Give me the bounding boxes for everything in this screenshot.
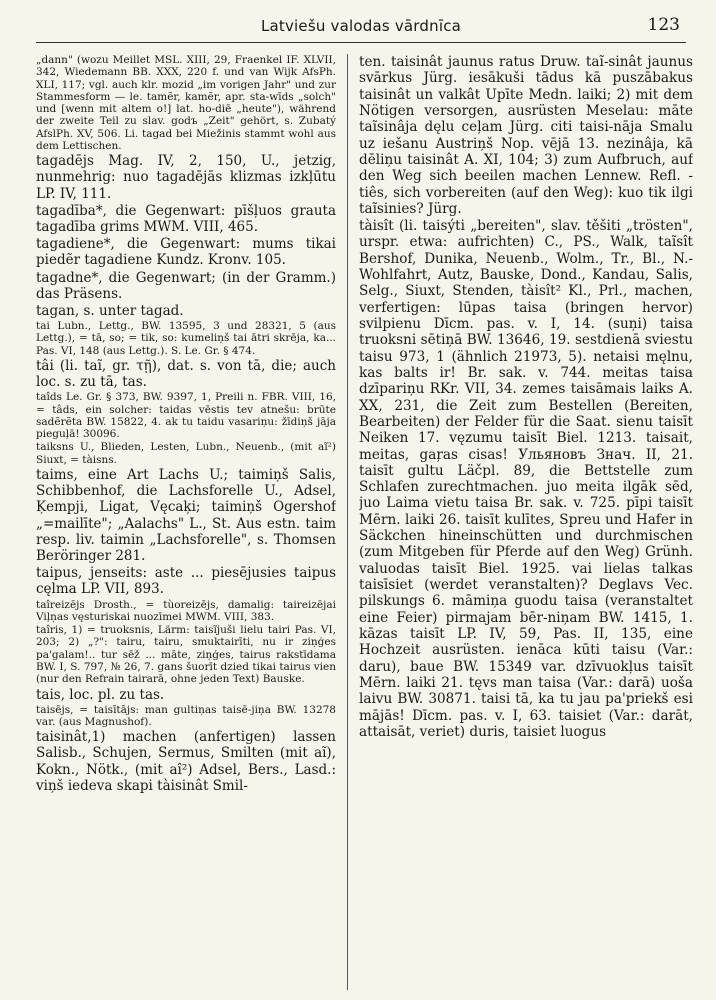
entry-text: taims, eine Art Lachs U.; taimiņš Salis, Schibbenhof, die Lachsforelle U., Adsel, Ķempji, Ligat, Vęcaķi; taimiņš Ogershof „=mailīte"; „Aalachs" L., St. Aus estn. taim resp. liv. taimin „Lachsforelle", s. Thomsen Beröringer 281.	[36, 467, 336, 564]
entry-text: tâi (li. taĩ, gr. τῇ), dat. s. von tā, die; auch loc. s. zu tā, tas.	[36, 357, 336, 391]
entry-text: tagadiene*, die Gegenwart: mums tikai piedẽr tagadiene Kundz. Kronv. 105.	[36, 236, 336, 269]
entry-text: tagadne*, die Gegenwart; (in der Gramm.) das Präsens.	[36, 269, 336, 302]
left-column	[36, 54, 336, 994]
entry-text: „dann" (wozu Meillet MSL. XIII, 29, Fraenkel IF. XLVII, 342, Wiedemann BB. XXX, 220 f. und van Wijk AfsPh. XLI, 117; vgl. auch klr. mozid „im vorigen Jahr" und zur Stammesform — le. tamẽr, kamẽr, apr. sta-wīds „solch" und [wenn mit altem o!] lat. ho-diē „heute"), während der zweite Teil zu slav. godъ „Zeit" gehört, s. Zubatý AfslPh. XV, 506. Li. tagad bei Miežinis stammt wohl aus dem Lettischen.	[36, 54, 336, 152]
entry-text: taîds Le. Gr. § 373, BW. 9397, 1, Preili n. FBR. VIII, 16, = tâds, ein solcher: taidas vēstis tev atnešu: brūte sadẽrẽta BW. 15822, 4. ak tu taidu vasariņu: žīdiņš jāja pieguļā! 30096.	[36, 391, 336, 441]
running-title: Latviešu valodas vārdnīca	[260, 17, 462, 35]
column-divider	[347, 54, 348, 990]
entry-text: taisējs, = taisītājs: man gultiņas taisē-jiņa BW. 13278 var. (aus Magnushof).	[36, 703, 336, 728]
entry-text: taisinât,1) machen (anfertigen) lassen Salisb., Schujen, Sermus, Smilten (mit aĩ), Kokn., Nötk., (mit aî²) Adsel, Bers., Lasd.: viņš iedeva skapi tàisinât Smil-	[36, 729, 336, 794]
entry-text: taiksns U., Blieden, Lesten, Lubn., Neuenb., (mit aĩ²) Siuxt, = tàisns.	[36, 441, 336, 466]
running-header	[36, 14, 686, 43]
entry-text: tagan, s. unter tagad.	[36, 302, 184, 319]
right-column	[359, 54, 693, 994]
page-number: 123	[647, 15, 680, 35]
entry-text: tàisît (li. taisýti „bereiten", slav. těšiti „trösten", urspr. etwa: aufrichten) C., PS., Walk, taĩsît Bershof, Dunika, Neuenb., Wolm., Tr., Bl., N.-Wohlfahrt, Autz, Bauske, Dond., Kandau, Salis, Selg., Siuxt, Stenden, tàisît² Kl., Prl., machen, verfertigen: lūpas taisa (bringen hervor) svilpienu Dīcm. pas. v. I, 14. (suņi) taisa truoksni sētiņā BW. 13646, 19. sestdienā sviestu taisu 973, 1 (ähnlich 21973, 5). netaisi męlnu, kas balts ir! Br. sak. v. 744. meitas taisa dzīpariņu RKr. VII, 34. zemes taisāmais laiks A. XX, 231, die Zeit zum Bestellen (Bereiten, Bearbeiten) der Felder für die Saat. sienu taisīt Neiken 17. vęzumu taisīt Biel. 1213. taisait, meitas, gaŗas cisas! Ульяновъ Знач. II, 21. taisīt gultu Läčpl. 89, die Bettstelle zum Schlafen zurechtmachen. juo meita ilgāk sēd, juo Laima vietu taisa Br. sak. v. 725. pīpi taisīt Mērn. laiki 26. taisīt kulītes, Spreu und Hafer in Säckchen hineinschütten und durchmischen (zum Mitgeben für Pferde auf den Weg) Grünh. valuodas taisīt Biel. 1925. vai lielas talkas taisīsiet (werdet veranstalten)? Deglavs Vec. pilskungs 6. māmiņa guodu taisa (veranstaltet eine Feier) pirmajam bēr-niņam BW. 1415, 1. kāzas taisīt LP. IV, 59, Pas. II, 135, eine Hochzeit ausrüsten. ienāca kūti taisu (Var.: daru), baue BW. 15349 var. dzīvuokļus taisīt Mērn. laiki 21. tęvs man taisa (Var.: darā) uoša laivu BW. 30871. taisi tā, ka tu jau pa'priekš esi mājās! Dīcm. pas. v. I, 63. taisiet (Var.: darāt, attaisāt, veriet) duris, taisiet luogus	[359, 218, 693, 740]
entry-text: tagadējs Mag. IV, 2, 150, U., jetzig, nunmehrig: nuo tagadējās klizmas izkļūtu LP. IV, 111.	[36, 153, 336, 202]
entry-text: ten. taisinât jaunus ratus Druw. taĩ-sinât jaunus svārkus Jürg. iesākuši tādus kā puszābakus taisinât un valkât Upīte Medn. laiki; 2) mit dem Nötigen versorgen, ausrüsten Meselau: māte taĩsinâja dęlu ceļam Jürg. citi taisi-nāja Smalu uz iešanu Austriņš Nop. vējā 13. nezinâja, kā dēliņu taisinât A. XI, 104; 3) zum Aufbruch, auf den Weg sich beeilen machen Lennew. Refl. -tiês, sich vorbereiten (auf den Weg): kuo tik ilgi taĩsinies? Jürg.	[359, 54, 693, 217]
entry-text: taîris, 1) = truoksnis, Lärm: taisĩjuši lielu tairi Pas. VI, 203; 2) „?": tairu, tairu, smuktairīti, nu ir ziņģes pa'galam!.. tur sēž ... māte, ziņģes, tairus rakstīdama BW. I, S. 797, № 26, 7. gans šuorīt dzied tikai tairus vien (nur den Refrain tairarā, ohne jeden Text) Bauske.	[36, 624, 336, 686]
entry-text: tai Lubn., Lettg., BW. 13595, 3 und 28321, 5 (aus Lettg.), = tā, so; = tik, so: kumeliņš tai ātri skrēja, ka... Pas. VI, 148 (aus Lettg.). S. Le. Gr. § 474.	[36, 320, 336, 357]
entry-text: tais, loc. pl. zu tas.	[36, 686, 165, 703]
entry-text: taîreizējs Drosth., = tùoreizējs, damalig: taireizējai Viļņas vęsturiskai nuozīmei MWM. VIII, 383.	[36, 598, 336, 623]
entry-text: tagadība*, die Gegenwart: pīšļuos grauta tagadība grims MWM. VIII, 465.	[36, 202, 336, 235]
entry-text: taipus, jenseits: aste ... piesējusies taipus cęlma LP. VII, 893.	[36, 565, 336, 598]
